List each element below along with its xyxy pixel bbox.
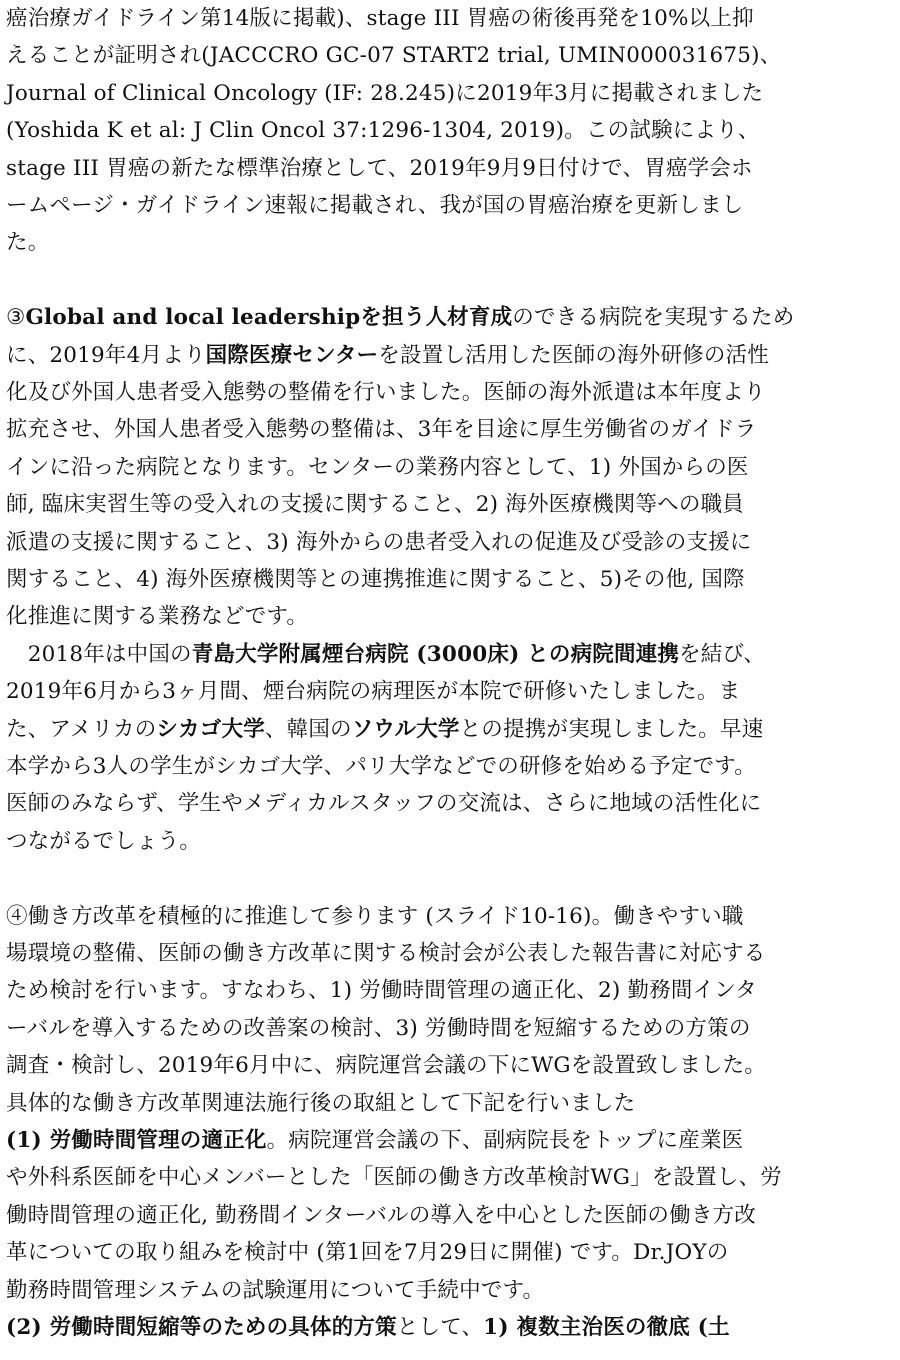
text-line: [6, 528, 752, 558]
text-run: 化及び外国人患者受入態勢の整備を行いました。医師の海外派遣は本年度より: [6, 380, 766, 405]
text-run: 拡充させ、外国人患者受入態勢の整備は、3年を目途に厚生労働省のガイドラ: [6, 417, 757, 443]
text-line: [6, 640, 765, 670]
text-line: [6, 490, 744, 520]
text-run: 。病院運営会議の下、副病院長をトップに産業医: [266, 1128, 744, 1153]
text-run: つながるでしょう。: [6, 828, 202, 854]
text-line: [6, 939, 766, 969]
text-run: 働時間管理の適正化, 勤務間インターバルの導入を中心とした医師の働き方改: [6, 1202, 756, 1228]
text-run: 化推進に関する業務などです。: [6, 604, 309, 630]
text-run: 関すること、4) 海外医療機関等との連携推進に関すること、5)その他, 国際: [6, 567, 745, 592]
text-run: 本学から3人の学生がシカゴ大学、パリ大学などでの研修を始める予定です。: [6, 754, 756, 779]
bold-text-run: 1) 複数主治医の徹底 (土: [483, 1315, 730, 1340]
text-line: [6, 4, 754, 34]
text-line: [6, 41, 781, 71]
text-run: ため検討を行います。すなわち、1) 労働時間管理の適正化、2) 勤務間インタ: [6, 978, 757, 1004]
text-line: [6, 1276, 544, 1306]
text-line: [6, 715, 763, 745]
text-run: との提携が実現しました。早速: [459, 716, 764, 742]
text-run: えることが証明され(JACCCRO GC-07 START2 trial, UMIN000031675)、: [6, 43, 782, 69]
bold-text-run: (2) 労働時間短縮等のための具体的方策: [6, 1315, 397, 1340]
text-run: 具体的な働き方改革関連法施行後の取組として下記を行いました: [6, 1090, 636, 1116]
text-run: インに沿った病院となります。センターの業務内容として、1) 外国からの医: [6, 454, 749, 480]
text-run: 派遣の支援に関すること、3) 海外からの患者受入れの促進及び受診の支援に: [6, 529, 752, 555]
text-line: [6, 191, 743, 221]
text-run: 、韓国の: [264, 716, 352, 742]
text-line: [6, 154, 753, 184]
text-line: [6, 1089, 635, 1119]
text-line: [6, 228, 49, 258]
text-run: 場環境の整備、医師の働き方改革に関する検討会が公表した報告書に対応する: [6, 941, 766, 966]
text-run: として、: [396, 1315, 484, 1340]
text-run: た。: [6, 230, 50, 256]
text-run: 調査・検討し、2019年6月中に、病院運営会議の下にWGを設置致しました。: [6, 1053, 767, 1079]
bold-text-run: Global and local leadershipを担う人材育成: [25, 305, 513, 331]
bold-text-run: 青島大学附属煙台病院 (3000床) との病院間連携: [191, 641, 680, 667]
text-line: [6, 602, 308, 632]
text-line: [6, 677, 740, 707]
text-line: [6, 1014, 751, 1044]
text-line: [6, 1051, 766, 1081]
text-run: や外科系医師を中心メンバーとした「医師の働き方改革検討WG」を設置し、労: [6, 1165, 782, 1191]
bold-text-run: 国際医療センター: [205, 342, 379, 368]
text-line: [6, 1201, 756, 1231]
text-line: [6, 1163, 782, 1193]
text-run: 医師のみならず、学生やメディカルスタッフの交流は、さらに地域の活性化に: [6, 791, 762, 817]
text-run: 2019年6月から3ヶ月間、煙台病院の病理医が本院で研修いたしました。ま: [6, 679, 741, 705]
text-line: [6, 303, 794, 333]
text-run: Journal of Clinical Oncology (IF: 28.245)に2019年3月に掲載されました: [6, 80, 764, 106]
text-run: のできる病院を実現するため: [512, 305, 795, 331]
text-line: [6, 1238, 728, 1268]
bold-text-run: (1) 労働時間管理の適正化: [6, 1128, 267, 1153]
bold-text-run: ソウル大学: [351, 716, 460, 742]
text-run: stage III 胃癌の新たな標準治療として、2019年9月9日付けで、胃癌学会ホ: [6, 155, 753, 181]
text-run: ④働き方改革を積極的に推進して参ります (スライド10-16)。働きやすい職: [6, 903, 744, 929]
text-run: ーバルを導入するための改善案の検討、3) 労働時間を短縮するための方策の: [6, 1015, 751, 1041]
text-line: [6, 1313, 730, 1343]
text-line: [6, 116, 760, 146]
text-line: [6, 827, 201, 857]
text-run: 師, 臨床実習生等の受入れの支援に関すること、2) 海外医療機関等への職員: [6, 492, 744, 518]
text-line: [6, 1126, 743, 1156]
text-line: [6, 752, 756, 782]
text-run: ームページ・ガイドライン速報に掲載され、我が国の胃癌治療を更新しまし: [6, 193, 744, 218]
text-run: 革についての取り組みを検討中 (第1回を7月29日に開催) です。Dr.JOYの: [6, 1240, 729, 1266]
text-run: 癌治療ガイドライン第14版に掲載)、stage III 胃癌の術後再発を10%以上抑: [6, 6, 754, 31]
text-run: を設置し活用した医師の海外研修の活性: [378, 342, 769, 368]
text-line: [6, 341, 769, 371]
text-line: [6, 378, 766, 408]
bold-text-run: シカゴ大学: [156, 716, 265, 742]
text-run: (Yoshida K et al: J Clin Oncol 37:1296-1304, 2019)。この試験により、: [6, 118, 760, 144]
text-run: を結び、: [679, 641, 766, 667]
text-run: 2018年は中国の: [6, 641, 192, 667]
text-run: た、アメリカの: [6, 716, 157, 742]
text-line: [6, 902, 744, 932]
text-run: ③: [6, 305, 26, 331]
text-line: [6, 79, 763, 109]
text-line: [6, 415, 756, 445]
text-run: に、2019年4月より: [6, 342, 206, 368]
text-line: [6, 453, 749, 483]
text-line: [6, 789, 761, 819]
text-line: [6, 976, 757, 1006]
text-line: [6, 565, 745, 595]
text-run: 勤務時間管理システムの試験運用について手続中です。: [6, 1277, 545, 1303]
